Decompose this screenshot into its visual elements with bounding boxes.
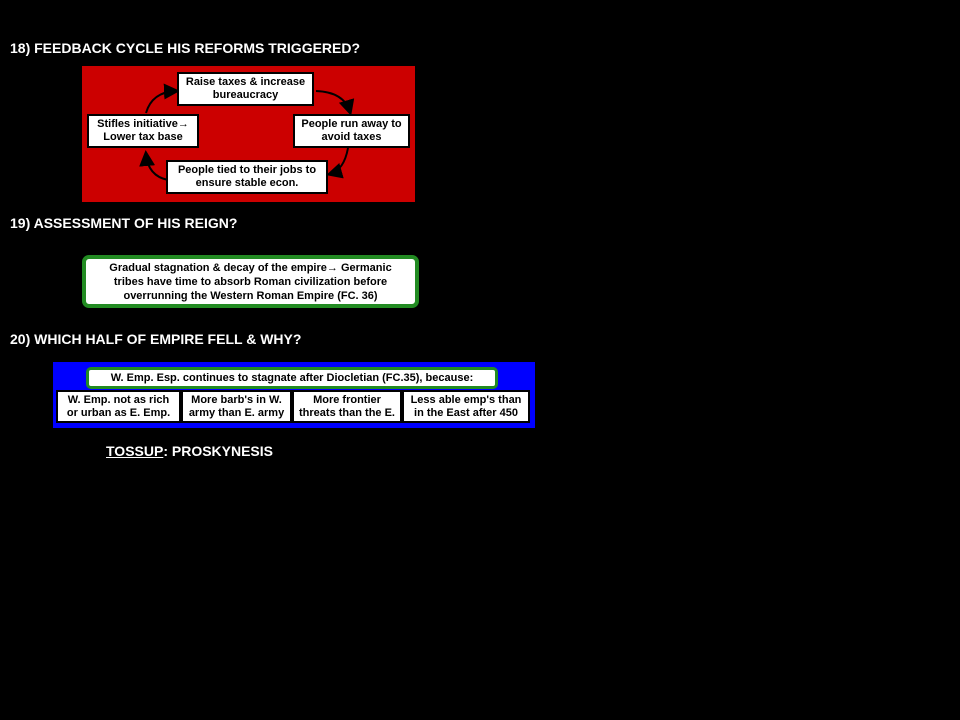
cycle-box-text: bureaucracy (212, 89, 279, 101)
assessment-text: Gradual stagnation & decay of the empire (109, 261, 327, 274)
reason-text: Less able emp's than (410, 393, 522, 406)
fall-reasons-header-text: W. Emp. Esp. continues to stagnate after Diocletian (FC.35), because: (110, 371, 474, 384)
assessment-text: tribes have time to absorb Roman civilization before (113, 275, 388, 288)
assessment-line1 (109, 261, 391, 275)
cycle-box-raise-taxes (177, 72, 314, 106)
tossup-answer: : PROSKYNESIS (163, 443, 274, 459)
arrow-right-to-bottom (330, 148, 348, 174)
reason-text: in the East after 450 (414, 406, 518, 419)
reason-text: W. Emp. not as rich (67, 393, 170, 406)
right-arrow-icon: → (326, 261, 338, 274)
assessment-text: overrunning the Western Roman Empire (FC. 36) (123, 289, 378, 302)
cycle-box-text: avoid taxes (321, 131, 382, 143)
tossup-line (106, 443, 273, 459)
cycle-box-run-away (293, 114, 410, 148)
fall-reasons-panel (53, 362, 535, 428)
cycle-box-text: Lower tax base (103, 131, 183, 143)
reason-box-less-able-emps (402, 390, 530, 423)
arrow-left-to-top (146, 91, 176, 113)
arrow-bottom-to-left (146, 154, 168, 180)
q18-heading: 18) FEEDBACK CYCLE HIS REFORMS TRIGGERED? (10, 40, 361, 56)
reason-text: More frontier (313, 393, 381, 406)
reason-text: threats than the E. (299, 406, 395, 419)
cycle-box-text: Stifles initiative (97, 118, 178, 130)
q20-heading: 20) WHICH HALF OF EMPIRE FELL & WHY? (10, 331, 302, 347)
fall-reasons-header (86, 367, 498, 389)
cycle-box-text: People tied to their jobs to (177, 164, 317, 176)
cycle-box-text: Raise taxes & increase (185, 76, 306, 88)
feedback-cycle-panel (82, 66, 415, 202)
arrow-top-to-right (316, 91, 350, 112)
reason-box-more-barbs (181, 390, 292, 423)
reason-box-not-rich (56, 390, 181, 423)
cycle-box-text-line1 (97, 118, 189, 131)
cycle-box-text: ensure stable econ. (195, 177, 299, 189)
right-arrow-icon: → (177, 118, 189, 130)
reason-box-frontier-threats (292, 390, 402, 423)
cycle-box-text: People run away to (301, 118, 402, 130)
cycle-box-stifles-initiative (87, 114, 199, 148)
tossup-label: TOSSUP (106, 443, 164, 459)
reason-text: or urban as E. Emp. (66, 406, 171, 419)
reason-text: army than E. army (188, 406, 285, 419)
assessment-text: Germanic (337, 261, 392, 274)
q19-heading: 19) ASSESSMENT OF HIS REIGN? (10, 215, 238, 231)
reason-text: More barb's in W. (191, 393, 282, 406)
assessment-box (82, 255, 419, 308)
cycle-box-tied-to-jobs (166, 160, 328, 194)
